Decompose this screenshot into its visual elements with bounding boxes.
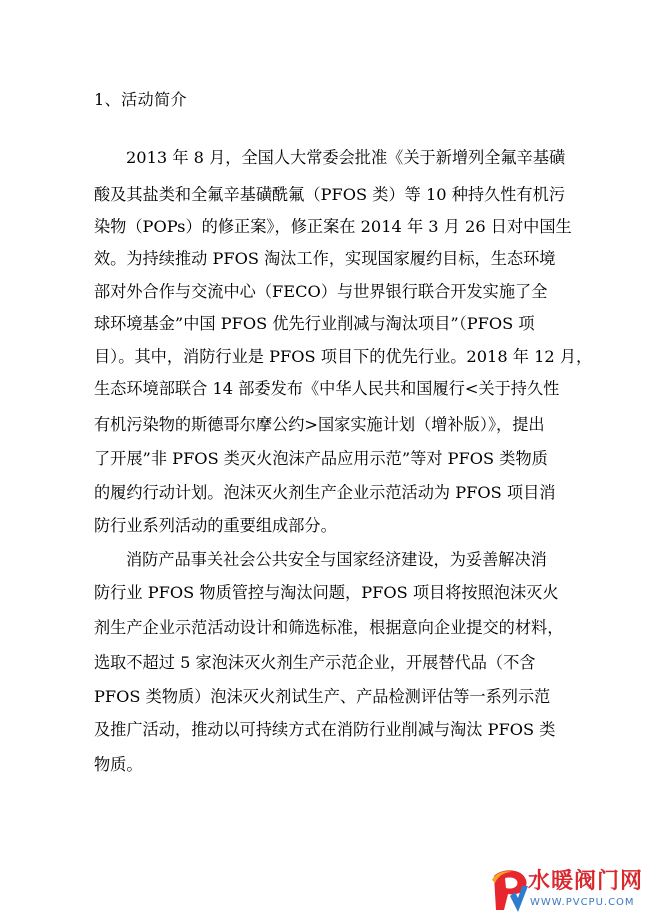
paragraph-2-line: 物质。	[94, 755, 143, 774]
paragraph-1-line: 目）。其中，消防行业是 PFOS 项目下的优先行业。2018 年 12 月，	[94, 347, 593, 366]
paragraph-2-line: 选取不超过 5 家泡沫灭火剂生产示范企业，开展替代品（不含	[94, 653, 536, 672]
paragraph-1-line: 防行业系列活动的重要组成部分。	[94, 516, 337, 535]
paragraph-2-line: 消防产品事关社会公共安全与国家经济建设，为妥善解决消	[126, 550, 547, 569]
paragraph-1-line: 2013 年 8 月，全国人大常委会批准《关于新增列全氟辛基磺	[126, 148, 566, 167]
paragraph-1-line: 球环境基金”中国 PFOS 优先行业削减与淘汰项目”（PFOS 项	[94, 314, 535, 333]
pv-logo-icon	[488, 866, 532, 916]
paragraph-1-line: 有机污染物的斯德哥尔摩公约>国家实施计划（增补版）》，提出	[94, 415, 545, 434]
watermark-title: 水暖阀门网	[528, 869, 644, 894]
paragraph-1-line: 酸及其盐类和全氟辛基磺酰氟（PFOS 类）等 10 种持久性有机污	[94, 185, 566, 204]
paragraph-1-line: 效。为持续推动 PFOS 淘汰工作，实现国家履约目标，生态环境	[94, 249, 556, 268]
paragraph-1-line: 染物（POPs）的修正案》，修正案在 2014 年 3 月 26 日对中国生	[94, 217, 572, 236]
paragraph-1-line: 部对外合作与交流中心（FECO）与世界银行联合开发实施了全	[94, 282, 548, 301]
section-heading: 1、活动简介	[94, 90, 188, 109]
paragraph-2-line: PFOS 类物质）泡沫灭火剂试生产、产品检测评估等一系列示范	[94, 687, 551, 706]
paragraph-1-line: 的履约行动计划。泡沫灭火剂生产企业示范活动为 PFOS 项目消	[94, 483, 556, 502]
paragraph-2-line: 及推广活动，推动以可持续方式在消防行业削减与淘汰 PFOS 类	[94, 720, 556, 739]
site-watermark	[488, 866, 648, 916]
paragraph-1-line: 生态环境部联合 14 部委发布《中华人民共和国履行<关于持久性	[94, 379, 560, 398]
paragraph-2-line: 剂生产企业示范活动设计和筛选标准，根据意向企业提交的材料，	[94, 618, 564, 637]
watermark-url: WWW.PVCPU.COM	[530, 897, 635, 908]
paragraph-2-line: 防行业 PFOS 物质管控与淘汰问题，PFOS 项目将按照泡沫灭火	[94, 583, 559, 602]
paragraph-1-line: 了开展”非 PFOS 类灭火泡沫产品应用示范”等对 PFOS 类物质	[94, 449, 548, 468]
